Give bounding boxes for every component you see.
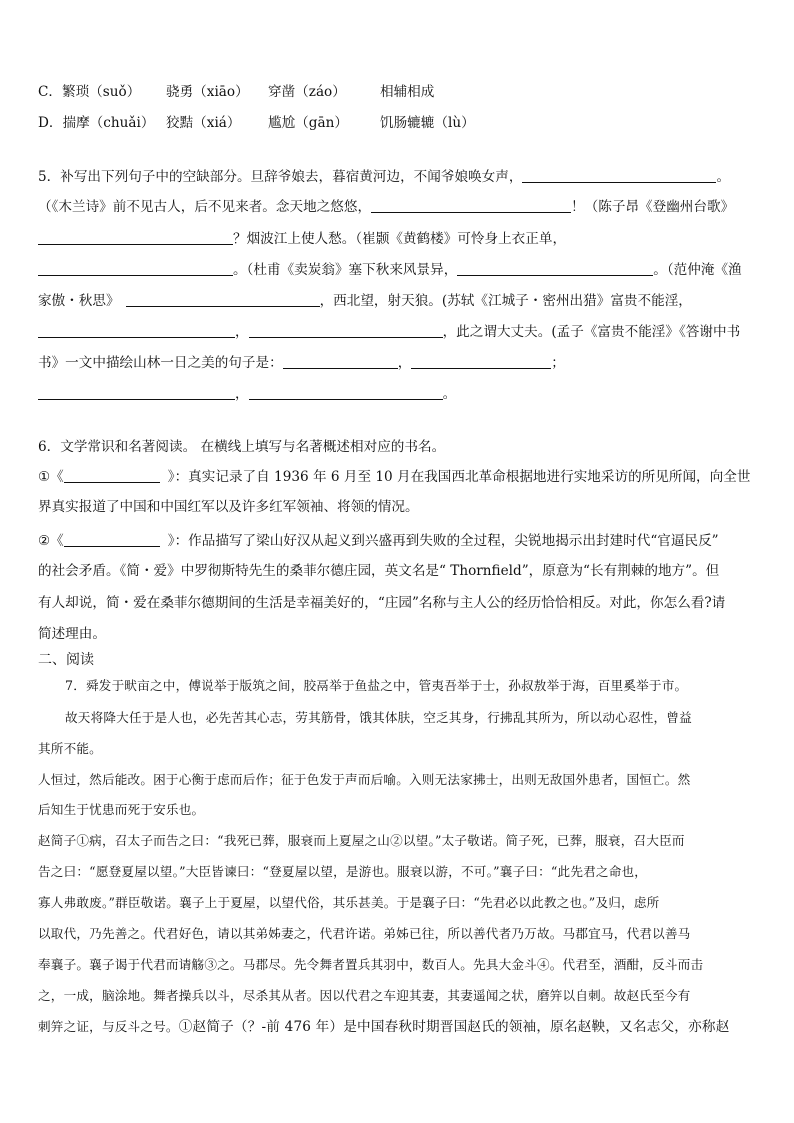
q6-item-1-open: ①《: [38, 469, 64, 485]
q7-line-12: [38, 1017, 754, 1037]
q5-blank-8[interactable]: [249, 323, 443, 338]
option-d-d: 饥肠辘辘（lù）: [380, 115, 475, 131]
option-c-d: 相辅相成: [380, 84, 435, 100]
q5-blank-3[interactable]: [38, 230, 233, 245]
q5-blank-10[interactable]: [411, 354, 551, 369]
q7-line-9: 以取代，乃先善之。代君好色，请以其弟姊妻之，代君许诺。弟姊已往，所以善代者乃万故。马郡宜马，代君以善马: [38, 926, 691, 941]
q5-blank-4[interactable]: [38, 261, 233, 276]
q6-item-1-cont: 界真实报道了中国和中国红军以及许多红军领袖、将领的情况。: [38, 499, 419, 515]
q7-footnote-1: ①赵简子（？-前 476 年）是中国春秋时期晋国赵氏的领袖，原名赵鞅，又名志父，亦称赵: [178, 1019, 730, 1035]
option-d-b: 狡黠（xiá）: [166, 115, 241, 131]
option-c-c: 穿凿（záo）: [268, 84, 346, 100]
q7-line-10: 奉襄子。襄子谒于代君而请觞③之。马郡尽。先令舞者置兵其羽中，数百人。先具大金斗④。代君至，酒酣，反斗而击: [38, 957, 704, 972]
q5-line-7: 书》一文中描绘山林一日之美的句子是： ， ；: [38, 355, 565, 371]
q7-line-1: 7．舜发于畎亩之中，傅说举于版筑之间，胶鬲举于鱼盐之中，管夷吾举于士，孙叔敖举于海，百里奚举于市。: [65, 678, 688, 693]
option-c-b: 骁勇（xiāo）: [166, 84, 249, 100]
q7-line-4: 人恒过，然后能改。困于心衡于虑而后作；征于色发于声而后喻。入则无法家拂士，出则无敌国外患者，国恒亡。然: [38, 772, 691, 787]
q5-blank-7[interactable]: [38, 323, 235, 338]
q5-text-3: ！（陈子昂《登幽州台歌》: [571, 199, 735, 215]
q6-item-1-text: 》：真实记录了自 1936 年 6 月至 10 月在我国西北革命根据地进行实地采访的所见所闻，向全世: [167, 469, 751, 485]
q5-line-1: [38, 167, 754, 187]
q6-item-2: [38, 531, 754, 551]
option-d-a: D．揣摩（chuǎi）: [38, 115, 155, 131]
q5-line-8: ， 。: [38, 384, 754, 404]
q6-item-1: [38, 467, 754, 487]
q7-line-8: 寡人弗敢废。”群臣敬诺。襄子上于夏屋，以望代俗，其乐甚美。于是襄子曰：“先君必以此教之也。”及归，虑所: [38, 895, 660, 910]
q5-text-4: ？烟波江上使人愁。（崔颢《黄鹤楼》可怜身上衣正单，: [233, 231, 567, 247]
q5-text-2: （《木兰诗》前不见古人，后不见来者。念天地之悠悠，: [38, 199, 372, 215]
q5-text-6: 。（范仲淹《渔: [653, 262, 742, 278]
q5-line-6: ， ，此之谓大丈夫。(孟子《富贵不能淫》《答谢中书: [38, 322, 754, 342]
q6-item-2-cont-1: 的社会矛盾。《简・爱》中罗彻斯特先生的桑菲尔德庄园，英文名是“ Thornfield”，原意为“长有荆棘的地方”。但: [38, 563, 720, 579]
q5-line-3: [38, 229, 754, 249]
q5-blank-9[interactable]: [283, 354, 398, 369]
q6-blank-2[interactable]: [64, 532, 160, 547]
q7-line-7: 告之曰：“愿登夏屋以望。”大臣皆谏曰：“登夏屋以望，是游也。服衰以游，不可。”襄子曰：“此先君之命也，: [38, 864, 648, 879]
q6-blank-1[interactable]: [64, 468, 160, 483]
q5-blank-5[interactable]: [457, 261, 653, 276]
q5-text-1: 5．补写出下列句子中的空缺部分。旦辞爷娘去，暮宿黄河边，不闻爷娘唤女声，: [38, 169, 523, 185]
q7-line-2: 故天将降大任于是人也，必先苦其心志，劳其筋骨，饿其体肤，空乏其身，行拂乱其所为，所以动心忍性，曾益: [65, 710, 692, 725]
section-reading-title: 二、阅读: [38, 652, 94, 668]
option-d: [38, 113, 754, 133]
q7-line-5: 后知生于忧患而死于安乐也。: [38, 802, 205, 817]
q5-line-4: [38, 260, 754, 280]
option-c-a: C．繁琐（suǒ）: [38, 84, 141, 100]
q7-line-12-text: 刺笄之证，与反斗之号。: [38, 1019, 179, 1034]
q7-line-11: 之，一成，脑涂地。舞者操兵以斗，尽杀其从者。因以代君之车迎其妻，其妻遥闻之状，磨笄以自刺。故赵氏至今有: [38, 988, 691, 1003]
q6-item-2-open: ②《: [38, 533, 64, 549]
q5-end-1: 。: [716, 169, 731, 185]
q6-item-2-text: 》：作品描写了梁山好汉从起义到兴盛再到失败的全过程，尖锐地揭示出封建时代“官逼民反”: [167, 533, 719, 549]
q5-blank-11[interactable]: [38, 385, 235, 400]
q7-line-6: 赵简子①病，召太子而告之曰：“我死已葬，服衰而上夏屋之山②以望。”太子敬诺。简子死，已葬，服衰，召大臣而: [38, 833, 685, 848]
q5-text-5: 。（杜甫《卖炭翁》塞下秋来风景异，: [233, 262, 458, 278]
q5-text-10: 书》一文中描绘山林一日之美的句子是：: [38, 355, 283, 371]
q5-blank-12[interactable]: [249, 385, 443, 400]
q5-blank-6[interactable]: [126, 292, 320, 307]
q5-text-9: ，此之谓大丈夫。(孟子《富贵不能淫》《答谢中书: [442, 324, 741, 340]
q6-title: 6．文学常识和名著阅读。 在横线上填写与名著概述相对应的书名。: [38, 439, 446, 455]
q5-blank-2[interactable]: [371, 198, 571, 213]
q5-line-2: [38, 197, 754, 217]
q5-end-2: 。: [442, 386, 457, 402]
q5-blank-1[interactable]: [522, 168, 716, 183]
q5-text-8: ，西北望，射天狼。(苏轼《江城子・密州出猎》富贵不能淫，: [319, 293, 692, 309]
option-d-c: 尴尬（gān）: [268, 115, 348, 131]
q6-item-2-cont-2: 有人却说，简・爱在桑菲尔德期间的生活是幸福美好的，“庄园”名称与主人公的经历恰恰相反。对此，你怎么看?请: [38, 595, 726, 611]
q7-line-3: 其所不能。: [38, 741, 102, 756]
option-c: [38, 82, 754, 102]
q5-line-5: [38, 291, 754, 311]
q6-item-2-cont-3: 简述理由。: [38, 626, 106, 642]
q5-text-7: 家傲・秋思》: [38, 293, 120, 309]
